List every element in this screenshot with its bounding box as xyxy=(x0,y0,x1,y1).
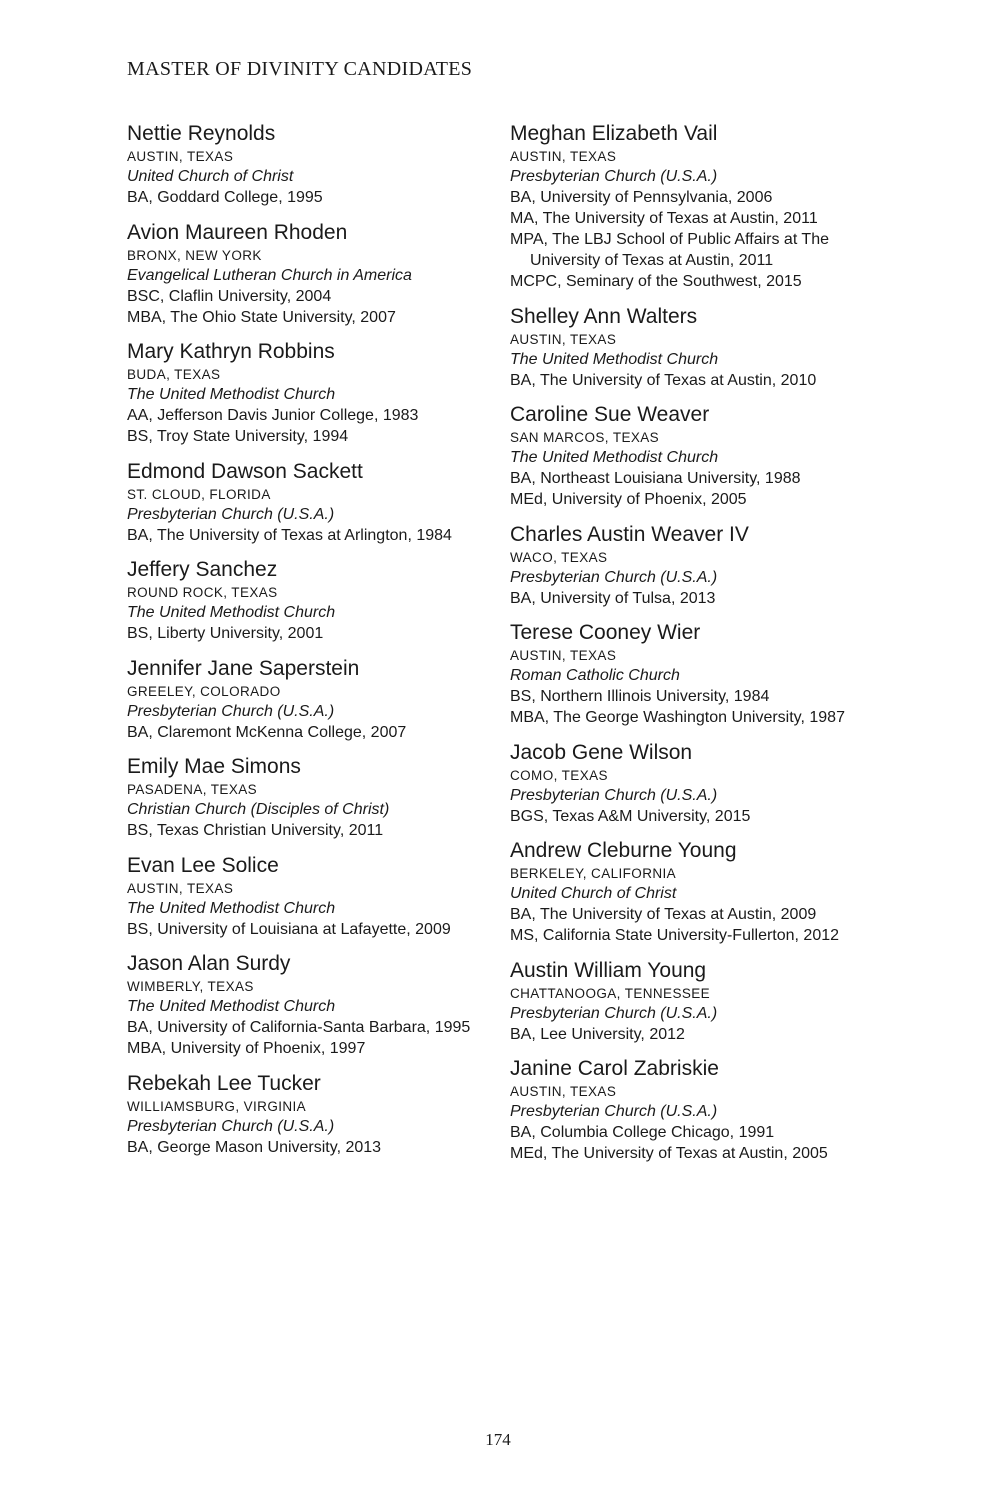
candidate-degree: BA, University of California-Santa Barbara, 1995 xyxy=(127,1019,471,1036)
candidate-degree: BA, The University of Texas at Austin, 2010 xyxy=(510,371,817,389)
candidate-entry xyxy=(127,950,497,1059)
candidate-name: Jason Alan Surdy xyxy=(127,952,291,975)
candidate-name: Edmond Dawson Sackett xyxy=(127,459,363,483)
candidate-degree: BGS, Texas A&M University, 2015 xyxy=(510,807,751,825)
candidate-name: Mary Kathryn Robbins xyxy=(127,340,335,363)
candidate-degree: BS, Liberty University, 2001 xyxy=(127,625,324,642)
candidate-denomination: The United Methodist Church xyxy=(127,899,336,917)
candidate-denomination: The United Methodist Church xyxy=(127,386,336,403)
candidate-degree: MPA, The LBJ School of Public Affairs at The University of Texas at Austin, 2011 xyxy=(510,231,829,269)
candidate-degree: MBA, The George Washington University, 1987 xyxy=(510,709,845,726)
candidate-degree: BA, University of Pennsylvania, 2006 xyxy=(510,189,773,206)
candidate-location: WACO, TEXAS xyxy=(510,549,608,565)
candidate-denomination: Christian Church (Disciples of Christ) xyxy=(127,801,390,818)
candidate-denomination: Presbyterian Church (U.S.A.) xyxy=(127,505,335,523)
candidate-denomination: Presbyterian Church (U.S.A.) xyxy=(510,1103,718,1120)
candidate-denomination: United Church of Christ xyxy=(127,168,294,185)
candidate-entry xyxy=(510,837,880,946)
left-column xyxy=(127,120,497,1168)
candidate-name: Shelley Ann Walters xyxy=(510,304,698,328)
candidate-degree: BA, Northeast Louisiana University, 1988 xyxy=(510,470,801,487)
candidate-degree: BA, The University of Texas at Austin, 2009 xyxy=(510,906,817,923)
candidate-degree: BSC, Claflin University, 2004 xyxy=(127,287,332,305)
candidate-degree: AA, Jefferson Davis Junior College, 1983 xyxy=(127,407,419,424)
candidate-entry xyxy=(127,753,497,841)
candidate-degree: BA, Claremont McKenna College, 2007 xyxy=(127,723,407,741)
candidate-degree: MCPC, Seminary of the Southwest, 2015 xyxy=(510,273,802,290)
candidate-denomination: Presbyterian Church (U.S.A.) xyxy=(127,702,335,720)
candidate-location: ROUND ROCK, TEXAS xyxy=(127,585,278,600)
candidate-degree: BA, Goddard College, 1995 xyxy=(127,189,323,206)
candidate-location: AUSTIN, TEXAS xyxy=(510,149,617,164)
candidate-denomination: The United Methodist Church xyxy=(510,449,719,466)
candidate-location: AUSTIN, TEXAS xyxy=(127,149,234,164)
candidate-denomination: Presbyterian Church (U.S.A.) xyxy=(510,568,718,586)
candidate-entry xyxy=(127,458,497,546)
candidate-degree: BS, University of Louisiana at Lafayette, 2009 xyxy=(127,920,451,938)
candidate-name: Jennifer Jane Saperstein xyxy=(127,656,360,680)
candidate-name: Rebekah Lee Tucker xyxy=(127,1071,321,1095)
candidate-entry xyxy=(510,521,880,609)
candidate-name: Caroline Sue Weaver xyxy=(510,403,710,426)
candidate-denomination: Roman Catholic Church xyxy=(510,667,680,684)
candidate-location: CHATTANOOGA, TENNESSEE xyxy=(510,985,711,1001)
candidate-denomination: The United Methodist Church xyxy=(127,604,336,621)
candidate-name: Janine Carol Zabriskie xyxy=(510,1057,719,1080)
candidate-degree: MS, California State University-Fullerton, 2012 xyxy=(510,927,840,944)
candidate-degree: MEd, University of Phoenix, 2005 xyxy=(510,491,747,508)
candidate-name: Terese Cooney Wier xyxy=(510,621,701,644)
candidate-entry xyxy=(510,957,880,1045)
candidate-degree: MBA, University of Phoenix, 1997 xyxy=(127,1040,366,1057)
page-number: 174 xyxy=(485,1430,511,1449)
candidate-location: GREELEY, COLORADO xyxy=(127,683,281,699)
candidate-location: BRONX, NEW YORK xyxy=(127,247,262,263)
candidate-name: Evan Lee Solice xyxy=(127,853,279,877)
candidate-degree: BA, University of Tulsa, 2013 xyxy=(510,589,716,607)
candidate-name: Avion Maureen Rhoden xyxy=(127,220,348,244)
candidate-entry xyxy=(127,1070,497,1158)
candidate-degree: BA, The University of Texas at Arlington, 1984 xyxy=(127,526,452,544)
candidate-denomination: Presbyterian Church (U.S.A.) xyxy=(510,1004,718,1022)
candidate-degree: BS, Texas Christian University, 2011 xyxy=(127,822,384,839)
candidate-name: Emily Mae Simons xyxy=(127,755,301,778)
candidate-location: AUSTIN, TEXAS xyxy=(510,648,617,663)
candidate-entry xyxy=(510,120,880,292)
candidate-entry xyxy=(510,303,880,391)
candidate-denomination: Presbyterian Church (U.S.A.) xyxy=(510,168,718,185)
candidate-denomination: The United Methodist Church xyxy=(510,350,719,368)
candidate-location: AUSTIN, TEXAS xyxy=(510,331,617,347)
candidate-entry xyxy=(510,401,880,510)
candidate-name: Meghan Elizabeth Vail xyxy=(510,122,718,145)
candidate-name: Andrew Cleburne Young xyxy=(510,839,737,862)
candidate-entry xyxy=(127,120,497,208)
candidate-entry xyxy=(510,739,880,827)
candidate-location: ST. CLOUD, FLORIDA xyxy=(127,486,271,502)
section-title: MASTER OF DIVINITY CANDIDATES xyxy=(127,58,473,80)
candidate-degree: MEd, The University of Texas at Austin, 2005 xyxy=(510,1145,828,1162)
candidate-entry xyxy=(510,619,880,728)
candidate-entry xyxy=(127,852,497,940)
candidate-location: PASADENA, TEXAS xyxy=(127,782,258,797)
candidate-degree: BS, Northern Illinois University, 1984 xyxy=(510,688,770,705)
candidate-entry xyxy=(127,338,497,447)
candidate-degree: MA, The University of Texas at Austin, 2011 xyxy=(510,210,818,227)
candidate-entry xyxy=(510,1055,880,1164)
candidate-name: Jeffery Sanchez xyxy=(127,558,278,581)
candidate-location: BUDA, TEXAS xyxy=(127,367,221,382)
candidate-entry xyxy=(127,556,497,644)
candidate-degree: BA, Lee University, 2012 xyxy=(510,1025,685,1043)
candidate-name: Jacob Gene Wilson xyxy=(510,740,693,764)
candidate-location: WILLIAMSBURG, VIRGINIA xyxy=(127,1098,307,1114)
candidate-location: SAN MARCOS, TEXAS xyxy=(510,430,660,445)
candidate-denomination: United Church of Christ xyxy=(510,885,677,902)
candidate-degree: MBA, The Ohio State University, 2007 xyxy=(127,308,396,326)
candidate-name: Charles Austin Weaver IV xyxy=(510,522,749,546)
candidate-degree: BA, Columbia College Chicago, 1991 xyxy=(510,1124,775,1141)
candidate-degree: BS, Troy State University, 1994 xyxy=(127,428,349,445)
candidate-location: AUSTIN, TEXAS xyxy=(510,1084,617,1099)
candidate-name: Nettie Reynolds xyxy=(127,122,276,145)
candidate-name: Austin William Young xyxy=(510,958,707,982)
candidate-location: AUSTIN, TEXAS xyxy=(127,880,234,896)
candidate-degree: BA, George Mason University, 2013 xyxy=(127,1138,382,1156)
candidate-entry xyxy=(127,219,497,328)
candidate-denomination: Presbyterian Church (U.S.A.) xyxy=(127,1117,335,1135)
candidate-location: COMO, TEXAS xyxy=(510,767,608,783)
candidate-location: WIMBERLY, TEXAS xyxy=(127,979,254,994)
candidate-denomination: The United Methodist Church xyxy=(127,998,336,1015)
candidate-entry xyxy=(127,655,497,743)
candidate-denomination: Presbyterian Church (U.S.A.) xyxy=(510,786,718,804)
right-column xyxy=(510,120,880,1175)
candidate-location: BERKELEY, CALIFORNIA xyxy=(510,866,677,881)
candidate-denomination: Evangelical Lutheran Church in America xyxy=(127,266,412,284)
